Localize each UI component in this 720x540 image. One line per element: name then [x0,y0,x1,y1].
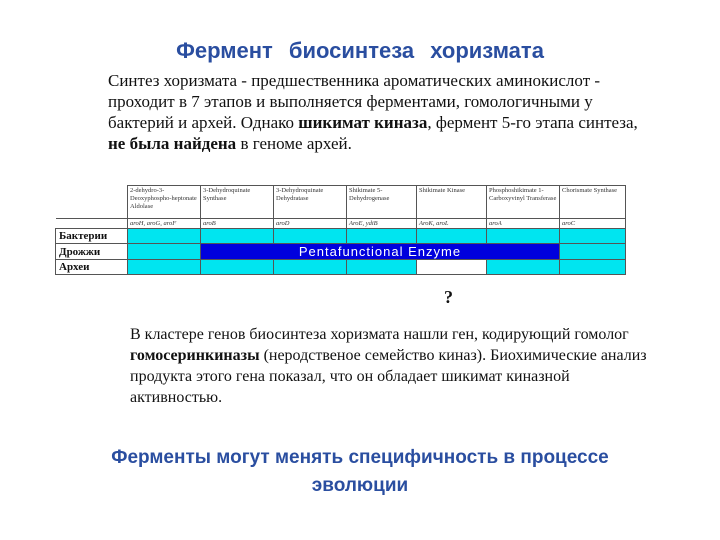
header-cell: Shikimate 5-Dehydrogenase [347,186,417,219]
gene-cell: aroC [560,219,626,229]
gene-empty-cell [56,219,128,229]
presence-cell [347,229,417,244]
presence-cell [201,260,274,275]
intro-paragraph [108,70,648,154]
intro-text-2: , фермент 5-го этапа синтеза, [427,113,638,132]
gene-cell: aroD [274,219,347,229]
pentafunctional-enzyme-cell: Pentafunctional Enzyme [201,244,560,260]
header-cell: 3-Dehydroquinate Dehydratase [274,186,347,219]
presence-cell [560,229,626,244]
presence-cell [417,229,487,244]
slide-title: Фермент биосинтеза хоризмата [176,38,544,63]
gene-cell: aroB [201,219,274,229]
presence-cell [347,260,417,275]
conclusion [0,444,720,500]
presence-cell [487,260,560,275]
finding-text-1: В кластере генов биосинтеза хоризмата нашли ген, кодирующий гомолог [130,326,629,343]
presence-cell [274,260,347,275]
table-row-bacteria [56,229,626,244]
header-cell: Chorismate Synthase [560,186,626,219]
header-cell: Shikimate Kinase [417,186,487,219]
presence-cell [274,229,347,244]
intro-bold-not-found: не была найдена [108,134,237,153]
intro-bold-shikimate-kinase: шикимат киназа [298,113,428,132]
header-empty-cell [56,186,128,219]
question-mark: ? [444,287,453,307]
missing-shikimate-kinase-cell [417,260,487,275]
finding-bold-homoserine-kinase: гомосеринкиназы [130,347,260,364]
intro-text-3: в геноме архей. [236,134,352,153]
gene-row [56,219,626,229]
table-row-yeast [56,244,626,260]
conclusion-line-2: эволюции [311,475,409,496]
presence-cell [128,229,201,244]
header-cell: Phosphoshikimate 1-Carboxyvinyl Transferase [487,186,560,219]
presence-cell [128,244,201,260]
row-label-bacteria: Бактерии [56,229,128,244]
row-label-archaea: Археи [56,260,128,275]
gene-cell: AroK, aroL [417,219,487,229]
finding-text-2: (неродственое семейство киназ). Биохимические анализ продукта этого гена показал, что он обладает шикимат киназной активностью. [130,347,647,406]
header-cell: 2-dehydro-3-Deoxyphospho-heptonate Aldolase [128,186,201,219]
row-label-yeast: Дрожжи [56,244,128,260]
finding-paragraph [130,324,650,408]
table-header-row [56,186,626,219]
presence-cell [487,229,560,244]
gene-cell: aroH, aroG, aroF [128,219,201,229]
enzyme-table [55,185,626,275]
gene-cell: AroE, ydiB [347,219,417,229]
conclusion-line-1: Ферменты могут менять специфичность в процессе [111,447,609,468]
presence-cell [560,244,626,260]
presence-cell [128,260,201,275]
presence-cell [560,260,626,275]
gene-cell: aroA [487,219,560,229]
intro-text-1: Синтез хоризмата - предшественника ароматических аминокислот - проходит в 7 этапов и выполняется ферментами, гомологичными у бактерий и архей. Однако [108,71,601,132]
header-cell: 3-Dehydroquinate Synthase [201,186,274,219]
table-row-archaea [56,260,626,275]
presence-cell [201,229,274,244]
